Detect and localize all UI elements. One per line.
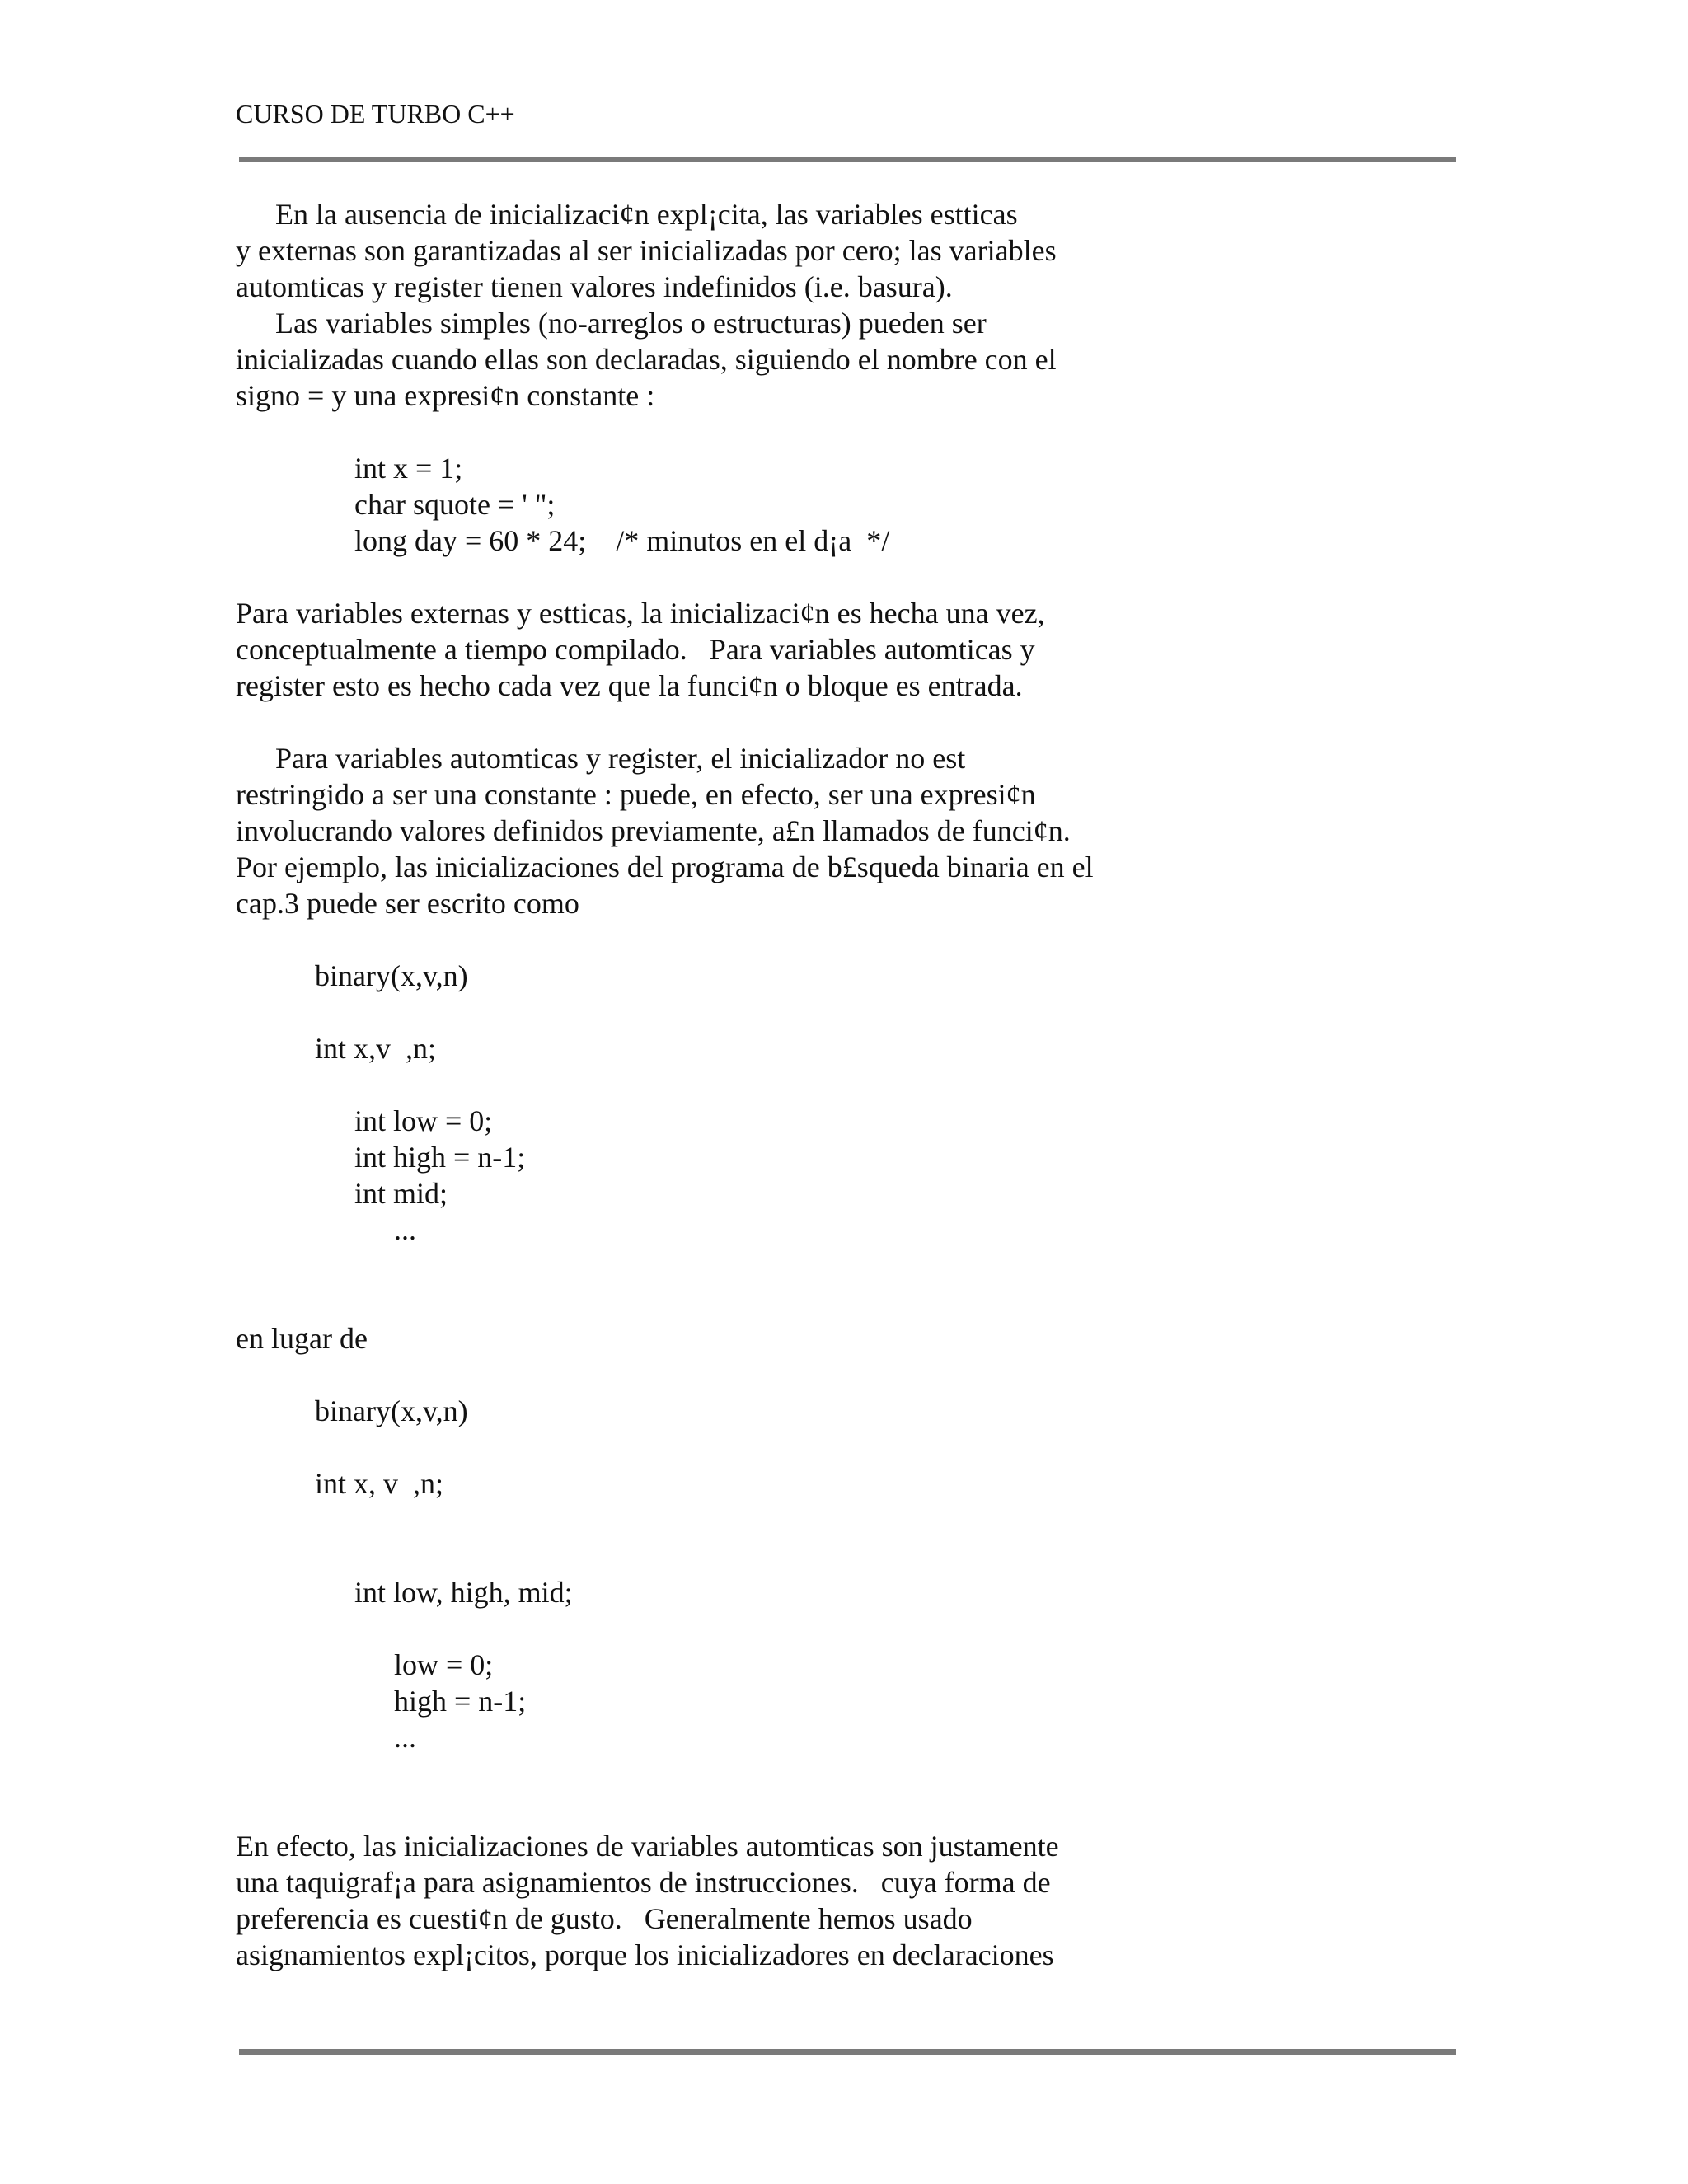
- paragraph-line: involucrando valores definidos previamente, a£n llamados de funci¢n.: [236, 814, 1071, 847]
- paragraph-line: Para variables automticas y register, el inicializador no est: [275, 742, 966, 775]
- code-line: char squote = ' ";: [354, 488, 556, 521]
- paragraph-line: Para variables externas y estticas, la inicializaci¢n es hecha una vez,: [236, 597, 1045, 630]
- header-rule: [239, 157, 1456, 162]
- code-line: int low, high, mid;: [354, 1576, 573, 1609]
- code-line: binary(x,v,n): [315, 1394, 468, 1427]
- footer-rule: [239, 2049, 1456, 2055]
- code-line: int x, v ,n;: [315, 1467, 444, 1500]
- paragraph-line: inicializadas cuando ellas son declaradas, siguiendo el nombre con el: [236, 343, 1057, 376]
- paragraph-line: y externas son garantizadas al ser inicializadas por cero; las variables: [236, 234, 1057, 267]
- paragraph-line: register esto es hecho cada vez que la funci¢n o bloque es entrada.: [236, 669, 1023, 702]
- code-line: int x,v ,n;: [315, 1032, 437, 1065]
- paragraph-line: signo = y una expresi¢n constante :: [236, 379, 655, 412]
- code-line: int x = 1;: [354, 452, 463, 485]
- code-line: ...: [394, 1213, 416, 1246]
- code-line: long day = 60 * 24; /* minutos en el d¡a */: [354, 524, 890, 557]
- paragraph-line: cap.3 puede ser escrito como: [236, 887, 579, 920]
- paragraph-line: conceptualmente a tiempo compilado. Para variables automticas y: [236, 633, 1035, 666]
- paragraph-line: automticas y register tienen valores indefinidos (i.e. basura).: [236, 270, 953, 303]
- page-header: CURSO DE TURBO C++: [236, 99, 515, 129]
- code-line: int high = n-1;: [354, 1141, 526, 1174]
- paragraph-line: asignamientos expl¡citos, porque los inicializadores en declaraciones: [236, 1938, 1054, 1971]
- paragraph-line: restringido a ser una constante : puede, en efecto, ser una expresi¢n: [236, 778, 1036, 811]
- paragraph-line: Por ejemplo, las inicializaciones del programa de b£squeda binaria en el: [236, 851, 1094, 883]
- paragraph-line: Las variables simples (no-arreglos o estructuras) pueden ser: [275, 307, 987, 340]
- code-line: low = 0;: [394, 1648, 494, 1681]
- paragraph-line: En la ausencia de inicializaci¢n expl¡cita, las variables estticas: [275, 198, 1018, 231]
- paragraph-line: una taquigraf¡a para asignamientos de instrucciones. cuya forma de: [236, 1866, 1051, 1899]
- paragraph-line: En efecto, las inicializaciones de variables automticas son justamente: [236, 1830, 1059, 1863]
- code-line: int low = 0;: [354, 1104, 493, 1137]
- code-line: binary(x,v,n): [315, 959, 468, 992]
- code-line: high = n-1;: [394, 1685, 527, 1718]
- paragraph-line: en lugar de: [236, 1322, 368, 1355]
- code-line: int mid;: [354, 1177, 448, 1210]
- code-line: ...: [394, 1721, 416, 1754]
- paragraph-line: preferencia es cuesti¢n de gusto. Generalmente hemos usado: [236, 1902, 973, 1935]
